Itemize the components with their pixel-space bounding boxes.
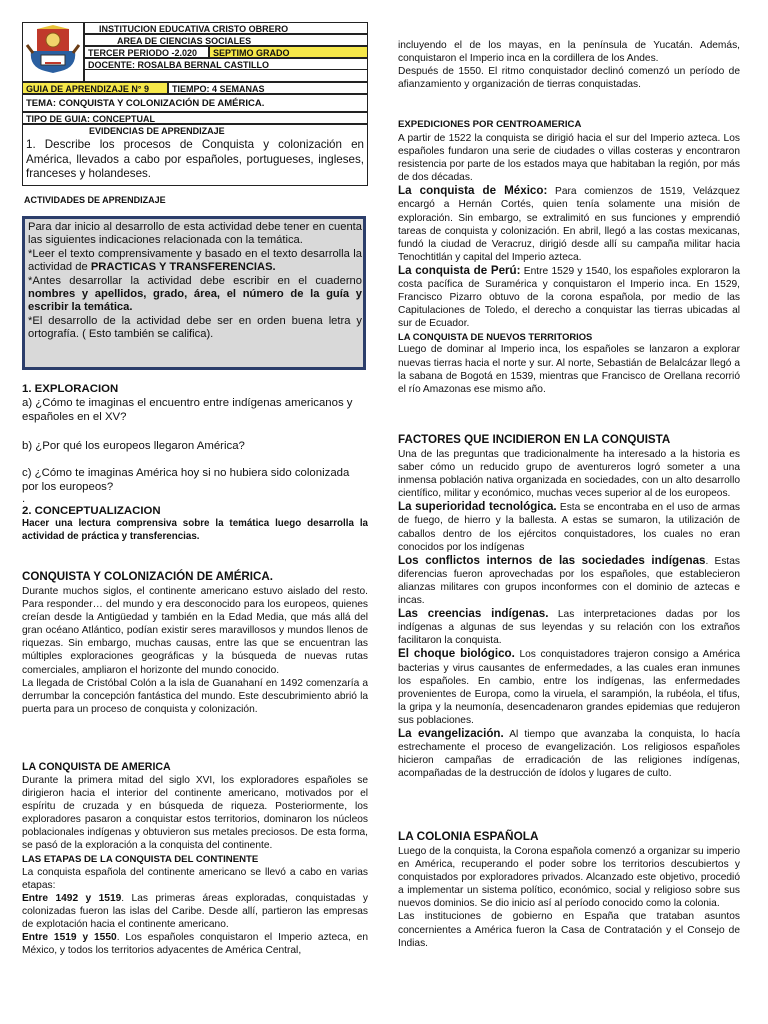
time: TIEMPO: 4 SEMANAS <box>168 82 368 94</box>
america-section <box>22 760 368 957</box>
question-c: c) ¿Cómo te imaginas América hoy si no hubiera sido colonizada por los europeos? <box>22 466 350 494</box>
question-b: b) ¿Por qué los europeos llegaron América? <box>22 439 245 452</box>
instruction-read-bold: PRACTICAS Y TRANSFERENCIAS. <box>90 261 276 274</box>
factor-biological <box>398 647 740 727</box>
factor-evangelization <box>398 727 740 780</box>
stage-2-text: . Los españoles conquistaron el Imperio azteca, en México, y todos los territorios adyacentes de América Central, <box>22 932 368 957</box>
factor-technology-lead: La superioridad tecnológica. <box>398 500 557 514</box>
guide-type: TIPO DE GUIA: CONCEPTUAL <box>22 112 368 124</box>
new-territories-p: Luego de dominar al Imperio inca, los españoles se lanzaron a explorar nuevas tierras hacia el norte y sur. Al norte, Sebastián de Belalcázar llegó a la sabana de Bogotá en 1539, mientras que Francisco de Orellana recorrió el río Amazonas ese mismo año. <box>398 344 740 395</box>
activities-title: ACTIVIDADES DE APRENDIZAJE <box>24 195 166 205</box>
instruction-order: *El desarrollo de la actividad debe ser en orden buena letra y ortografía. ( Esto también se califica). <box>28 314 362 341</box>
header-spacer <box>84 70 368 82</box>
colony-title: LA COLONIA ESPAÑOLA <box>398 829 539 843</box>
peru-p <box>398 264 740 330</box>
factor-beliefs-lead: Las creencias indígenas. <box>398 607 549 621</box>
period: TERCER PERIODO -2.020 <box>84 46 209 58</box>
question-a: a) ¿Cómo te imaginas el encuentro entre indígenas americanos y españoles en el XV? <box>22 397 353 424</box>
factor-biological-lead: El choque biológico. <box>398 647 515 661</box>
factor-conflicts-lead: Los conflictos internos de las sociedades indígenas <box>398 553 706 567</box>
stage-2 <box>22 931 368 957</box>
stage-1-text: . Las primeras áreas exploradas, conquistadas y colonizadas fueron las islas del Caribe. Desde allí, partieron las empresas de explotación hacia el continente americano. <box>22 892 368 931</box>
conceptualization-title: 2. CONCEPTUALIZACION <box>22 505 161 518</box>
instruction-notebook-text: *Antes desarrollar la actividad debe escribir en el cuaderno <box>28 274 362 287</box>
topic: TEMA: CONQUISTA Y COLONIZACIÓN DE AMÉRICA. <box>22 94 368 112</box>
evidence-text: 1. Describe los procesos de Conquista y colonización en América, llevados a cabo por españoles, portugueses, ingleses, franceses y holandeses. <box>22 136 368 186</box>
mexico-lead: La conquista de México: <box>398 184 548 198</box>
expeditions-p: A partir de 1522 la conquista se dirigió hacia el sur del Imperio azteca. Los españoles fundaron una serie de ciudades o villas costeras y encontraron resistencia por parte de los estados maya que habitaban la región, por más de dos décadas. <box>398 133 740 184</box>
factor-beliefs <box>398 607 740 647</box>
stage-2-lead: Entre 1519 y 1550 <box>22 932 117 944</box>
guide-number: GUIA DE APRENDIZAJE N° 9 <box>22 82 168 94</box>
conquista-p1: Durante muchos siglos, el continente americano estuvo aislado del resto. Para responder… del mundo y era desconocido para los europeos, quienes creían desde la Antigüedad y también en la Edad Media, que más allá del gran océano Atlántico, podían existir seres maravillosos y mundos llenos de riquezas. Sin embargo, muchas causas, entre las que se encuentran las múltiples exploraciones geográficas y la búsqueda de nuevas rutas comerciales, ampliaron el horizonte del mundo conocido. <box>22 586 368 676</box>
conceptualization-intro: Hacer una lectura comprensiva sobre la temática luego desarrolla la actividad de práctica y transferencias. <box>22 518 368 543</box>
peru-lead: La conquista de Perú: <box>398 263 521 277</box>
right-continuation <box>398 39 740 91</box>
new-territories-title: LA CONQUISTA DE NUEVOS TERRITORIOS <box>398 331 593 343</box>
factor-beliefs-text: Las interpretaciones dadas por los indígenas a algunas de sus leyendas y su relación con los extraños facilitaron la conquista. <box>398 609 740 647</box>
continuation-p2: Después de 1550. El ritmo conquistador declinó comenzó un período de afianzamiento y organización de tierras conquistadas. <box>398 66 740 91</box>
peru-text: Entre 1529 y 1540, los españoles exploraron la costa pacífica de Suramérica y conquistaron el Imperio inca. En 1529, Francisco Pizarro obtuvo de la corona española, por medio de las Capitulaciones de Toledo, el derecho a conquistar las tierras ubicadas al sur de Ecuador. <box>398 265 740 330</box>
factors-section <box>398 432 740 780</box>
stage-1 <box>22 892 368 931</box>
exploration-title: 1. EXPLORACION <box>22 383 119 395</box>
stages-title: LAS ETAPAS DE LA CONQUISTA DEL CONTINENTE <box>22 853 259 865</box>
mexico-p <box>398 184 740 264</box>
factor-evangelization-text: Al tiempo que avanzaba la conquista, lo hacía estrechamente el proceso de evangelización. Los religiosos españoles hicieron campañas de erradicación de las religiones indígenas, acompañadas de la destrucción de ídolos y lugares de culto. <box>398 728 740 780</box>
exploration-section <box>22 382 368 544</box>
instruction-notebook-bold: nombres y apellidos, grado, área, el número de la guía y escribir la temática. <box>28 288 362 314</box>
conquista-title: CONQUISTA Y COLONIZACIÓN DE AMÉRICA. <box>22 570 273 583</box>
evidence-title: EVIDENCIAS DE APRENDIZAJE <box>22 124 368 136</box>
instruction-notebook <box>28 275 362 315</box>
factor-technology-text: Esta se encontraba en el uso de armas de fuego, de hierro y la ballesta. A estas se sumaron, la utilización de caballos dentro de los ejércitos conquistadores, los cuales no eran conocidos por los indígenas <box>398 502 740 553</box>
instructions-box <box>22 216 366 370</box>
expeditions-section <box>398 118 740 396</box>
factor-biological-text: Los conquistadores trajeron consigo a América bacterias y virus causantes de enfermedades, a las cuales eran inmunes los españoles. En cambio, entre los indígenas, las enfermedades provenientes de Europa, como la viruela, el sarampión, la rubéola, el tifus, la gripa y la neumonía, desencadenaron grandes epidemias que redujeron sus poblaciones. <box>398 649 740 726</box>
colony-p2: Las instituciones de gobierno en España que trataban asuntos concernientes a América fueron la Casa de Contratación y el Consejo de Indias. <box>398 911 740 949</box>
mexico-text: Para comienzos de 1519, Velázquez encargó a Hernán Cortés, quien tenía solamente una misión de exploración. Sin embargo, se extralimitó en sus funciones y emprendió tareas de conquista y colonización. En abril, llegó a las costas mexicanas, fundó la ciudad de Veracruz, dirigió desde allí su campaña militar hacia Tenochtitlán y capital del Imperio azteca. <box>398 186 740 263</box>
crest-icon <box>23 23 83 81</box>
stages-intro: La conquista española del continente americano se llevó a cabo en varias etapas: <box>22 866 368 891</box>
expeditions-title: EXPEDICIONES POR CENTROAMERICA <box>398 119 582 130</box>
instruction-intro: Para dar inicio al desarrollo de esta actividad debe tener en cuenta las siguientes indicaciones relacionada con la temática. <box>28 221 362 247</box>
factor-conflicts-text: . Estas diferencias fueron aprovechadas por los españoles, que establecieron alianzas militares con grupos inconformes con el dominio de aztecas e incas. <box>398 555 740 607</box>
area-name: AREA DE CIENCIAS SOCIALES <box>84 34 368 46</box>
continuation-p1: incluyendo el de los mayas, en la península de Yucatán. Además, conquistaron el Imperio inca en la cordillera de los Andes. <box>398 40 740 65</box>
colony-p1: Luego de la conquista, la Corona española comenzó a organizar su imperio en América, recuperando el poder sobre los territorios descubiertos y conquistados por exploradores privados. Alcanzado este objetivo, procedió a implementar un sistema político, económico, social y religioso sobre sus nuevos dominios. Se dio inicio así al período conocido como la colonia. <box>398 846 740 910</box>
factors-p: Una de las preguntas que tradicionalmente ha interesado a la historia es saber cómo un reducido grupo de aventureros logró someter a una inmensa población nativa organizada en sociedades, con un alto desarrollo científico, militar y económico, muchas veces superior al de los europeos. <box>398 449 740 500</box>
stage-1-lead: Entre 1492 y 1519 <box>22 892 122 904</box>
instruction-read <box>28 248 362 275</box>
america-p1: Durante la primera mitad del siglo XVI, los exploradores españoles se dirigieron hacia el interior del continente americano, motivados por el espíritu de cruzada y en búsqueda de riqueza. Posteriormente, los exploradores pasaron a conquistar estos territorios, dominaron los núcleos poblacionales indígenas y obtuvieron sus metales preciosos. De esta forma, se pasó de la exploración a la conquista del continente. <box>22 775 368 852</box>
institution-name: INSTITUCION EDUCATIVA CRISTO OBRERO <box>84 22 368 34</box>
factor-technology <box>398 500 740 553</box>
colony-section <box>398 828 740 950</box>
school-logo <box>22 22 84 82</box>
factor-evangelization-lead: La evangelización. <box>398 726 504 740</box>
instruction-read-text: *Leer el texto comprensivamente y basado en el texto desarrolla la actividad de <box>28 247 362 274</box>
factors-title: FACTORES QUE INCIDIERON EN LA CONQUISTA <box>398 433 671 446</box>
conquista-p2: La llegada de Cristóbal Colón a la isla de Guanahaní en 1492 comenzaría a derrumbar la concepción fantástica del mundo. Este descubrimiento abrió la puerta para un proceso de conquista y colonización. <box>22 677 368 715</box>
teacher: DOCENTE: ROSALBA BERNAL CASTILLO <box>84 58 368 70</box>
america-title: LA CONQUISTA DE AMERICA <box>22 761 171 773</box>
grade: SEPTIMO GRADO <box>209 46 368 58</box>
dot: . <box>22 493 26 506</box>
factor-conflicts <box>398 554 740 607</box>
conquista-section <box>22 569 368 716</box>
